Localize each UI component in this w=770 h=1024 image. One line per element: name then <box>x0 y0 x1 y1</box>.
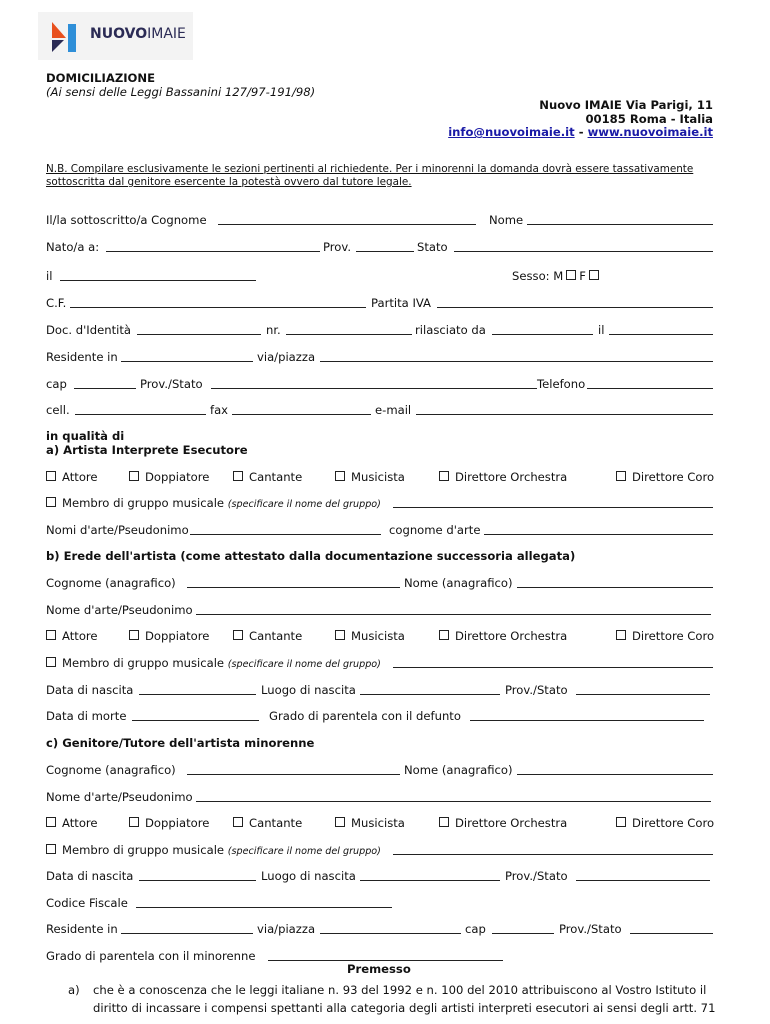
field-doc[interactable] <box>137 334 261 335</box>
label-sottoscritto-cognome: Il/la sottoscritto/a Cognome <box>46 213 207 227</box>
field-nome[interactable] <box>527 224 713 225</box>
field-telefono[interactable] <box>587 388 713 389</box>
field-cap[interactable] <box>74 388 136 389</box>
membro-note: (specificare il nome del gruppo) <box>227 499 381 510</box>
role-attore-c[interactable] <box>46 816 98 830</box>
role-doppiatore-c[interactable] <box>129 816 209 830</box>
checkbox-direttore-coro-c[interactable] <box>616 817 626 827</box>
label-il: il <box>46 269 53 283</box>
checkbox-musicista-a[interactable] <box>335 471 345 481</box>
address-line2: 00185 Roma - Italia <box>585 112 713 126</box>
label-prov: Prov. <box>323 240 352 254</box>
role-membro-a[interactable] <box>46 496 381 510</box>
role-direttore-coro-a[interactable] <box>616 470 714 484</box>
field-cap-c[interactable] <box>492 933 554 934</box>
role-label: Membro di gruppo musicale <box>62 656 225 670</box>
field-nome-arte-b[interactable] <box>196 614 711 615</box>
heading-in-qualita: in qualità di <box>46 429 125 443</box>
checkbox-membro-a[interactable] <box>46 497 56 507</box>
role-direttore-coro-c[interactable] <box>616 816 714 830</box>
role-label: Attore <box>62 470 98 484</box>
checkbox-membro-b[interactable] <box>46 657 56 667</box>
checkbox-attore-c[interactable] <box>46 817 56 827</box>
label-nato: Nato/a a: <box>46 240 100 254</box>
label-provstato: Prov./Stato <box>140 377 203 391</box>
role-label: Doppiatore <box>145 470 210 484</box>
label-cognome-anag-b: Cognome (anagrafico) <box>46 576 176 590</box>
checkbox-membro-c[interactable] <box>46 844 56 854</box>
label-data-nascita-c: Data di nascita <box>46 869 134 883</box>
role-label: Direttore Orchestra <box>455 816 568 830</box>
label-nomi-arte: Nomi d'arte/Pseudonimo <box>46 523 189 537</box>
role-label: Membro di gruppo musicale <box>62 496 225 510</box>
role-label: Musicista <box>351 629 405 643</box>
label-sesso-f: F <box>579 269 586 283</box>
checkbox-direttore-orchestra-c[interactable] <box>439 817 449 827</box>
field-codice-fiscale[interactable] <box>136 907 392 908</box>
label-via-c: via/piazza <box>257 922 316 936</box>
label-luogo-nascita-b: Luogo di nascita <box>261 683 356 697</box>
label-cap: cap <box>46 377 67 391</box>
field-provstato-c[interactable] <box>576 880 710 881</box>
field-luogo-nascita-c[interactable] <box>360 880 500 881</box>
sesso-group <box>512 269 602 283</box>
label-email: e-mail <box>375 403 412 417</box>
field-fax[interactable] <box>232 414 371 415</box>
role-musicista-b[interactable] <box>335 629 405 643</box>
checkbox-cantante-c[interactable] <box>233 817 243 827</box>
field-grado-minorenne[interactable] <box>268 960 503 961</box>
label-cf: C.F. <box>46 296 67 310</box>
label-cognome-arte: cognome d'arte <box>389 523 481 537</box>
note-line1: N.B. Compilare esclusivamente le sezioni pertinenti al richiedente. Per i minorenni la domanda dovrà essere tassativamente <box>46 163 694 175</box>
field-provstato-c2[interactable] <box>630 933 713 934</box>
field-nome-arte-c[interactable] <box>196 801 711 802</box>
field-nr[interactable] <box>286 334 412 335</box>
label-data-morte: Data di morte <box>46 709 127 723</box>
role-label: Cantante <box>249 816 303 830</box>
brand-name <box>90 26 186 42</box>
checkbox-attore-b[interactable] <box>46 630 56 640</box>
label-cell: cell. <box>46 403 70 417</box>
heading-section-c: c) Genitore/Tutore dell'artista minorenne <box>46 736 315 750</box>
role-label: Direttore Coro <box>632 629 715 643</box>
role-musicista-a[interactable] <box>335 470 405 484</box>
label-via: via/piazza <box>257 350 316 364</box>
role-label: Direttore Coro <box>632 816 715 830</box>
checkbox-direttore-orchestra-b[interactable] <box>439 630 449 640</box>
label-nome-anag-c: Nome (anagrafico) <box>404 763 513 777</box>
field-cognome-arte[interactable] <box>484 534 713 535</box>
field-stato[interactable] <box>454 251 713 252</box>
label-nome-anag-b: Nome (anagrafico) <box>404 576 513 590</box>
role-label: Attore <box>62 816 98 830</box>
role-doppiatore-b[interactable] <box>129 629 209 643</box>
note-line2: sottoscritta dal genitore esercente la potestà ovvero dal tutore legale. <box>46 176 412 188</box>
role-attore-a[interactable] <box>46 470 98 484</box>
label-stato: Stato <box>417 240 448 254</box>
checkbox-musicista-c[interactable] <box>335 817 345 827</box>
field-data-nascita-b[interactable] <box>139 694 256 695</box>
checkbox-direttore-coro-b[interactable] <box>616 630 626 640</box>
label-nome-arte-b: Nome d'arte/Pseudonimo <box>46 603 193 617</box>
label-luogo-nascita-c: Luogo di nascita <box>261 869 356 883</box>
checkbox-f[interactable] <box>589 270 599 280</box>
checkbox-m[interactable] <box>566 270 576 280</box>
field-cognome-anag-b[interactable] <box>187 587 400 588</box>
label-piva: Partita IVA <box>371 296 431 310</box>
premesso-line1: che è a conoscenza che le leggi italiane n. 93 del 1992 e n. 100 del 2010 attribuiscono al Vostro Istituto il <box>93 983 707 997</box>
field-data-morte[interactable] <box>132 720 259 721</box>
membro-note: (specificare il nome del gruppo) <box>227 659 381 670</box>
checkbox-musicista-b[interactable] <box>335 630 345 640</box>
field-via-c[interactable] <box>320 933 461 934</box>
label-nr: nr. <box>266 323 281 337</box>
field-provstato-b[interactable] <box>576 694 710 695</box>
checkbox-doppiatore-b[interactable] <box>129 630 139 640</box>
field-prov[interactable] <box>356 251 414 252</box>
label-grado-minorenne: Grado di parentela con il minorenne <box>46 949 256 963</box>
label-codice-fiscale: Codice Fiscale <box>46 896 128 910</box>
role-label: Cantante <box>249 470 303 484</box>
field-cf[interactable] <box>70 307 366 308</box>
label-sesso: Sesso: M <box>512 269 564 283</box>
premesso-marker: a) <box>68 983 80 997</box>
field-cell[interactable] <box>75 414 206 415</box>
label-cap-c: cap <box>465 922 486 936</box>
membro-note: (specificare il nome del gruppo) <box>227 846 381 857</box>
field-nomi-arte[interactable] <box>190 534 381 535</box>
page-title: DOMICILIAZIONE <box>46 71 156 85</box>
heading-section-a: a) Artista Interprete Esecutore <box>46 443 248 457</box>
field-grado-defunto[interactable] <box>470 720 704 721</box>
checkbox-cantante-b[interactable] <box>233 630 243 640</box>
label-il2: il <box>598 323 605 337</box>
role-membro-b[interactable] <box>46 656 381 670</box>
checkbox-attore-a[interactable] <box>46 471 56 481</box>
checkbox-direttore-orchestra-a[interactable] <box>439 471 449 481</box>
field-gruppo-b[interactable] <box>393 667 713 668</box>
address-line1: Nuovo IMAIE Via Parigi, 11 <box>539 98 713 112</box>
role-direttore-orchestra-b[interactable] <box>439 629 567 643</box>
role-membro-c[interactable] <box>46 843 381 857</box>
brand-light: IMAIE <box>147 26 186 42</box>
field-nome-anag-c[interactable] <box>517 774 713 775</box>
checkbox-doppiatore-a[interactable] <box>129 471 139 481</box>
label-data-nascita-b: Data di nascita <box>46 683 134 697</box>
role-label: Musicista <box>351 470 405 484</box>
field-via[interactable] <box>320 361 713 362</box>
label-residente-c: Residente in <box>46 922 118 936</box>
role-label: Attore <box>62 629 98 643</box>
label-fax: fax <box>210 403 229 417</box>
field-email[interactable] <box>416 414 713 415</box>
checkbox-doppiatore-c[interactable] <box>129 817 139 827</box>
field-luogo-nascita[interactable] <box>106 251 320 252</box>
label-residente: Residente in <box>46 350 118 364</box>
label-rilasciato: rilasciato da <box>415 323 486 337</box>
website-link[interactable]: www.nuovoimaie.it <box>587 125 713 139</box>
field-luogo-nascita-b[interactable] <box>360 694 500 695</box>
link-separator: - <box>578 125 584 139</box>
heading-premesso: Premesso <box>347 962 411 976</box>
brand-bold: NUOVO <box>90 26 148 42</box>
role-musicista-c[interactable] <box>335 816 405 830</box>
contact-links <box>448 125 713 139</box>
field-residente[interactable] <box>121 361 253 362</box>
field-cognome-anag-c[interactable] <box>187 774 400 775</box>
label-nome-arte-c: Nome d'arte/Pseudonimo <box>46 790 193 804</box>
role-cantante-a[interactable] <box>233 470 302 484</box>
field-gruppo-c[interactable] <box>393 854 713 855</box>
role-label: Direttore Orchestra <box>455 470 568 484</box>
logo <box>38 12 193 60</box>
premesso-line2: diritto di incassare i compensi spettanti alla categoria degli artisti interpreti esecutori ai sensi degli artt. 71 <box>93 1001 716 1015</box>
role-attore-b[interactable] <box>46 629 98 643</box>
label-telefono: Telefono <box>537 377 586 391</box>
page-subtitle: (Ai sensi delle Leggi Bassanini 127/97-191/98) <box>46 85 316 99</box>
role-doppiatore-a[interactable] <box>129 470 209 484</box>
checkbox-cantante-a[interactable] <box>233 471 243 481</box>
label-provstato-c: Prov./Stato <box>505 869 568 883</box>
label-nome: Nome <box>489 213 524 227</box>
label-cognome-anag-c: Cognome (anagrafico) <box>46 763 176 777</box>
role-direttore-coro-b[interactable] <box>616 629 714 643</box>
field-provstato[interactable] <box>211 388 537 389</box>
field-residente-c[interactable] <box>121 933 253 934</box>
field-data[interactable] <box>60 280 256 281</box>
role-label: Musicista <box>351 816 405 830</box>
field-nome-anag-b[interactable] <box>517 587 713 588</box>
field-piva[interactable] <box>437 307 713 308</box>
field-gruppo-a[interactable] <box>393 507 713 508</box>
role-label: Doppiatore <box>145 816 210 830</box>
role-cantante-b[interactable] <box>233 629 302 643</box>
heading-section-b: b) Erede dell'artista (come attestato dalla documentazione successoria allegata) <box>46 549 576 563</box>
role-label: Cantante <box>249 629 303 643</box>
label-provstato-c2: Prov./Stato <box>559 922 622 936</box>
field-cognome[interactable] <box>218 224 476 225</box>
role-label: Direttore Orchestra <box>455 629 568 643</box>
label-grado-defunto: Grado di parentela con il defunto <box>269 709 461 723</box>
nuovoimaie-logo-icon <box>44 16 84 56</box>
field-rilasciato[interactable] <box>492 334 593 335</box>
label-provstato-b: Prov./Stato <box>505 683 568 697</box>
role-label: Doppiatore <box>145 629 210 643</box>
email-link[interactable]: info@nuovoimaie.it <box>448 125 575 139</box>
role-direttore-orchestra-c[interactable] <box>439 816 567 830</box>
role-label: Direttore Coro <box>632 470 715 484</box>
role-direttore-orchestra-a[interactable] <box>439 470 567 484</box>
field-data-nascita-c[interactable] <box>139 880 256 881</box>
label-doc: Doc. d'Identità <box>46 323 131 337</box>
role-cantante-c[interactable] <box>233 816 302 830</box>
checkbox-direttore-coro-a[interactable] <box>616 471 626 481</box>
field-il2[interactable] <box>609 334 713 335</box>
role-label: Membro di gruppo musicale <box>62 843 225 857</box>
